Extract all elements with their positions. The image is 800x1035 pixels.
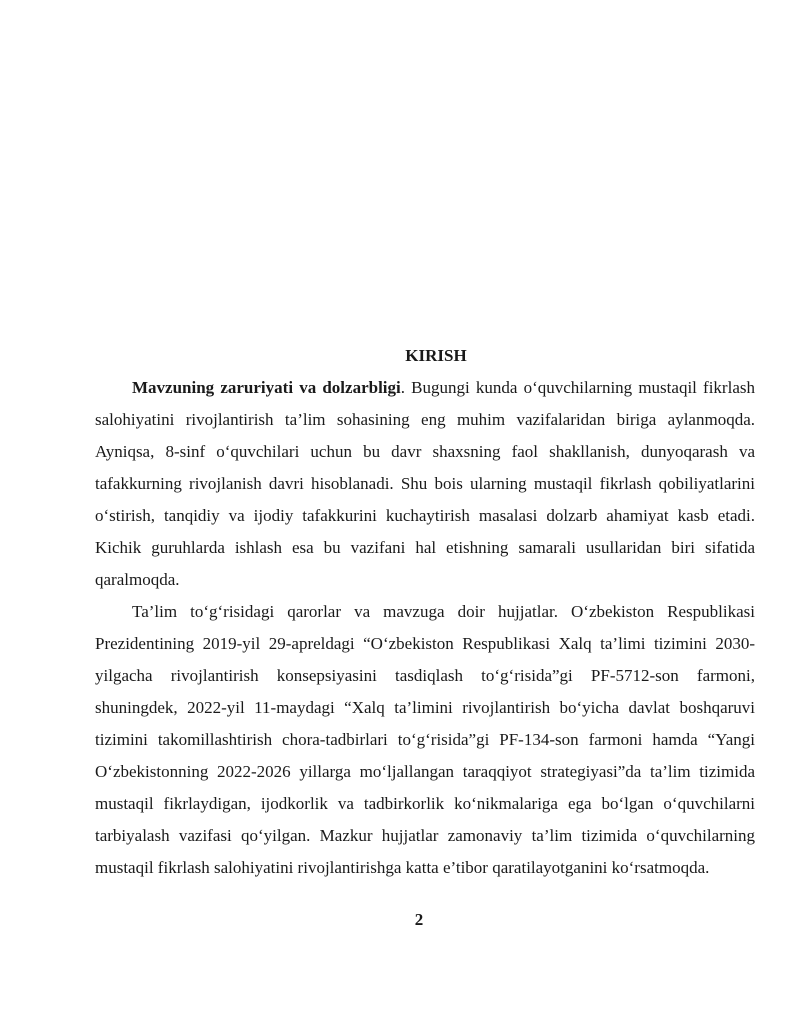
section-heading: KIRISH <box>405 346 467 365</box>
paragraph-documents: Ta’lim to‘g‘risidagi qarorlar va mavzuga doir hujjatlar. O‘zbekiston Respublikasi Prezidentining 2019-yil 29-apreldagi “O‘zbekiston Respublikasi Xalq ta’limi tizimini 2030-yilgacha rivojlantirish konsepsiyasini tasdiqlash to‘g‘risida”gi PF-5712-son farmoni, shuningdek, 2022-yil 11-maydagi “Xalq ta’limini rivojlantirish bo‘yicha davlat boshqaruvi tizimini takomillashtirish chora-tadbirlari to‘g‘risida”gi PF-134-son farmoni hamda “Yangi O‘zbekistonning 2022-2026 yillarga mo‘ljallangan taraqqiyot strategiyasi”da ta’lim tizimida mustaqil fikrlaydigan, ijodkorlik va tadbirkorlik ko‘nikmalariga ega bo‘lgan o‘quvchilarni tarbiyalash vazifasi qo‘yilgan. Mazkur hujjatlar zamonaviy ta’lim tizimida o‘quvchilarning mustaqil fikrlash salohiyatini rivojlantirishga katta e’tibor qaratilayotganini ko‘rsatmoqda. <box>95 602 755 877</box>
paragraph-lead-bold: Mavzuning zaruriyati va dolzarbligi <box>132 378 401 397</box>
document-body <box>95 340 755 884</box>
paragraph-relevance-text: . Bugungi kunda o‘quvchilarning mustaqil fikrlash salohiyatini rivojlantirish ta’lim sohasining eng muhim vazifalaridan biriga aylanmoqda. Ayniqsa, 8-sinf o‘quvchilari uchun bu davr shaxsning faol shakllanish, dunyoqarash va tafakkurning rivojlanish davri hisoblanadi. Shu bois ularning mustaqil fikrlash qobiliyatlarini o‘stirish, tanqidiy va ijodiy tafakkurini kuchaytirish masalasi dolzarb ahamiyat kasb etadi. Kichik guruhlarda ishlash esa bu vazifani hal etishning samarali usullaridan biri sifatida qaralmoqda. <box>95 378 755 589</box>
paragraph-relevance <box>95 372 755 596</box>
page-number: 2 <box>414 910 424 929</box>
